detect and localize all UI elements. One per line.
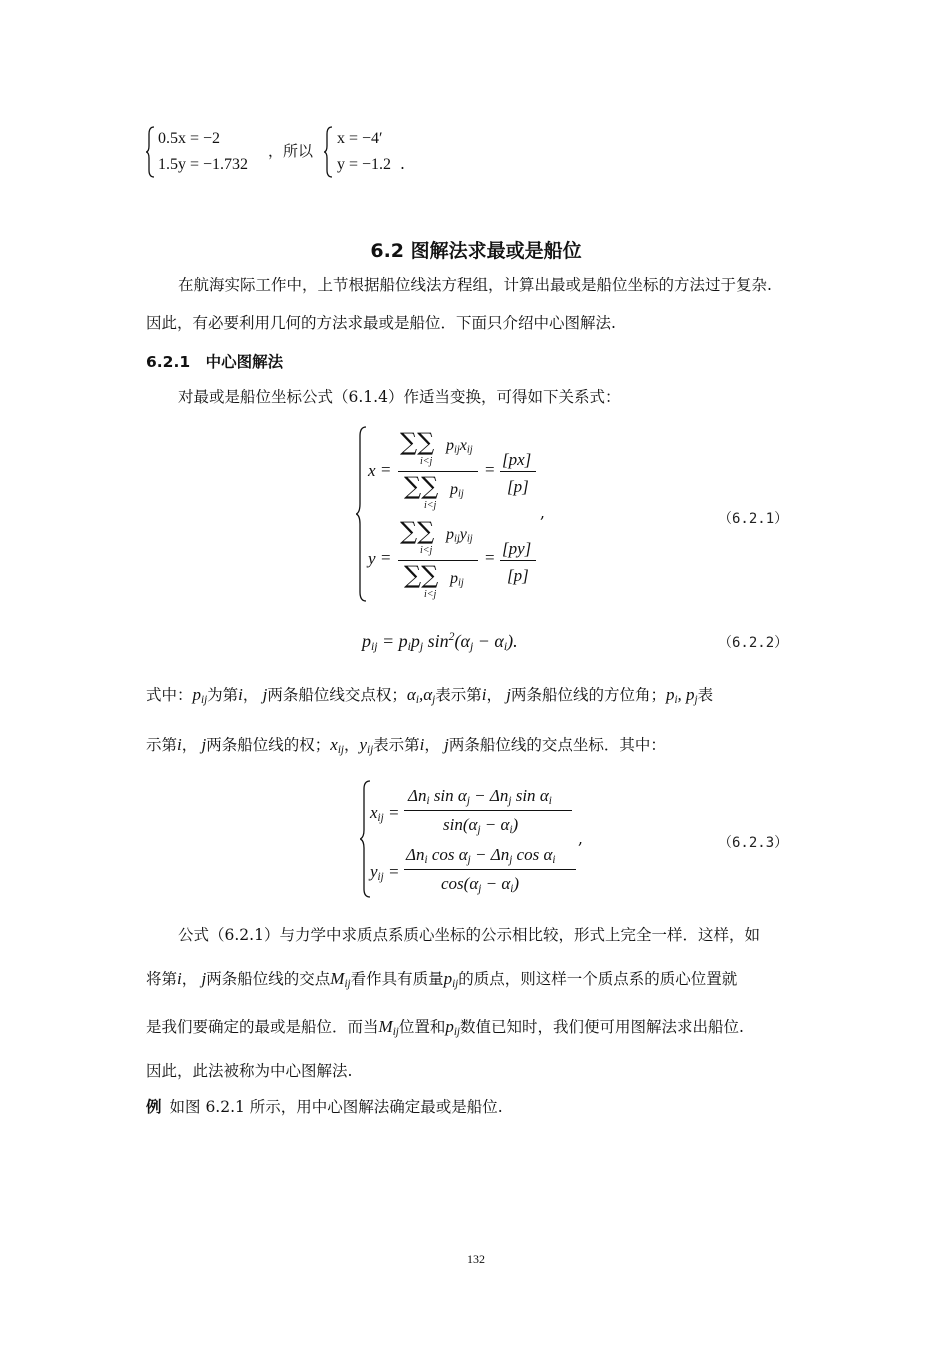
eq621-x-den-index: i<j (424, 500, 437, 511)
para2: 对最或是船位坐标公式（6.1.4）作适当变换，可得如下关系式： (178, 388, 621, 406)
eq621-p2: [p] (507, 566, 529, 585)
para1-line2: 因此，有必要利用几何的方法求最或是船位．下面只介绍中心图解法. (146, 314, 616, 332)
example-text: 如图 6.2.1 所示，用中心图解法确定最或是船位. (169, 1098, 503, 1116)
para3-line2: 示第i， j两条船位线的权；$x_{ij}$，$y_{ij}$表示第i， j两条船位线的交点坐标．其中： (146, 735, 666, 756)
eq621-y-num-index: i<j (420, 545, 433, 556)
left-brace-icon (146, 126, 156, 178)
top-eq-end: . (400, 155, 405, 173)
eq621-x-num-index: i<j (420, 456, 433, 467)
top-eq-left-1: 0.5x = −2 (158, 130, 221, 147)
para4-line1: 公式（6.2.1）与力学中求质点系质心坐标的公示相比较，形式上完全一样．这样，如 (178, 926, 760, 944)
eq622-number: （6.2.2） (718, 635, 789, 651)
eq621-p1: [p] (507, 477, 529, 496)
top-eq-left-2: 1.5y = −1.732 (158, 156, 249, 173)
example-label: 例 (146, 1098, 162, 1116)
example-line (146, 1100, 503, 1116)
para4-line3: 是我们要确定的最或是船位．而当$M_{ij}$位置和$p_{ij}$数值已知时，我们便可用图解法求出船位. (146, 1017, 744, 1038)
top-eq-connector: ，所以 (268, 142, 314, 160)
top-eq-right-2: y = −1.2 (337, 156, 392, 173)
eq623-number: （6.2.3） (718, 835, 789, 851)
section-title: 6.2 图解法求最或是船位 (370, 240, 582, 262)
para4-line4: 因此，此法被称为中心图解法. (146, 1062, 353, 1080)
page-number: 132 (467, 1252, 485, 1266)
eq621-py: [py] (502, 539, 532, 558)
para4-line2: 将第i， j两条船位线的交点$M_{ij}$看作具有质量$p_{ij}$的质点，则这样一个质点系的质心位置就 (146, 969, 738, 990)
subsection-title: 6.2.1 中心图解法 (146, 353, 284, 371)
eq621-px: [px] (502, 450, 532, 469)
para1-line1: 在航海实际工作中，上节根据船位线法方程组，计算出最或是船位坐标的方法过于复杂. (178, 276, 772, 294)
document-page: 0.5x = −2 1.5y = −1.732 ，所以 x = −4′ y = −1.2 . 6.2 图解法求最或是船位 在航海实际工作中，上节根据船位线法方程组，计算出最或是船位坐标的方法过于复杂. 因此，有必要利用几何的方法求最或是船位．下面只介绍中心图解法. 6.2.1 中心图解法 对最或是船位坐标公式（6.1.4）作适当变换，可得如下关系式： x = ∑∑ $p_{ij}x_{ij}$ i<j ∑∑ $p_{ij}$ i<j = [px] [p] , y = ∑∑ $p_{ij}y_{ij}$ i<j ∑∑ $p_{ij}$ i<j = [py] [p] （6.2.1） $p_{ij} = p_ip_j$ $\sin^2(\alpha_j - \alpha_i)$. （6.2.2） 式中：$p_{ij}$为第i， j两条船位线交点权；$\alpha_i,\alpha_j$表示第i， j两条船位线的方位角；$p_i$, $p_j$表 示第i， j两条船位线的权；$x_{ij}$，$y_{ij}$表示第i， j两条船位线的交点坐标．其中： $x_{ij}$ = $\Delta n_i$ $\sin \alpha_j - \Delta n_j$ $\sin \alpha_i$ $\sin(\alpha_j - \alpha_i)$ , $y_{ij}$ = $\Delta n_i$ $\cos \alpha_j - \Delta n_j$ $\cos \alpha_i$ $\cos(\alpha_j - \alpha_i)$ （6.2.3） 公式（6.2.1）与力学中求质点系质心坐标的公示相比较，形式上完全一样．这样，如 将第i， j两条船位线的交点$M_{ij}$看作具有质量$p_{ij}$的质点，则这样一个质点系的质心位置就 是我们要确定的最或是船位．而当$M_{ij}$位置和$p_{ij}$数值已知时，我们便可用图解法求出船位. 因此，此法被称为中心图解法. 例 如图 6.2.1 所示，用中心图解法确定最或是船位. 132 (0, 0, 952, 1347)
eq621-y-den-index: i<j (424, 589, 437, 600)
top-eq-right-1: x = −4′ (337, 130, 383, 147)
eq621-brace-icon (356, 426, 368, 602)
eq621-number: （6.2.1） (718, 511, 789, 527)
para3-line1: 式中：$p_{ij}$为第i， j两条船位线交点权；$\alpha_i,\alpha_j$表示第i， j两条船位线的方位角；$p_i$, $p_j$表 (146, 685, 714, 706)
right-brace-icon (324, 126, 334, 178)
